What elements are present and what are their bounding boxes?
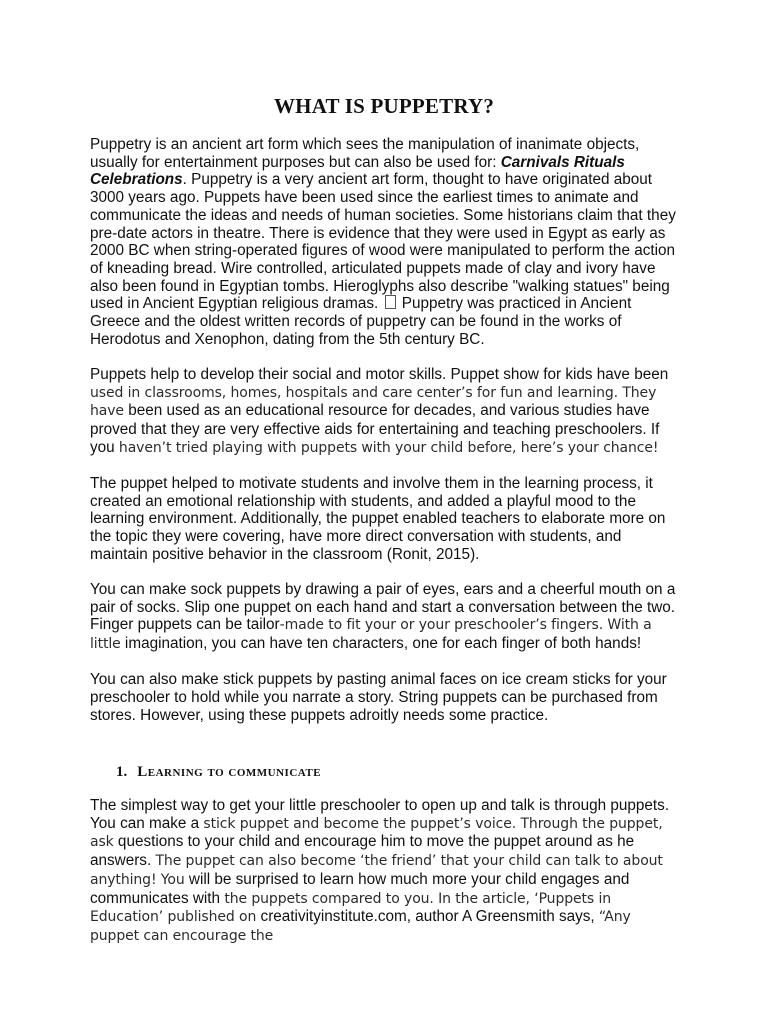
paragraph-3: The puppet helped to motivate students and involve them in the learning process, it created an emotional relationship with students, and added a playful mood to the learning environment. Additionally, the puppet enabled teachers to elaborate more on the topic they were covering, have more direct conversation with students, and maintain positive behavior in the classroom (Ronit, 2015). bbox=[90, 474, 666, 563]
para2-light-1: used in classrooms, homes, hospitals and care center’s for fun and learning. They have bbox=[90, 384, 657, 420]
para2-light-2: haven’t tried playing with puppets with your child before, here’s your chance! bbox=[118, 439, 659, 456]
document-body bbox=[90, 136, 680, 742]
para4-light-1: -made to fit your or your preschooler’s fingers. With a little bbox=[90, 617, 652, 653]
section-heading bbox=[116, 764, 321, 781]
paragraph-2 bbox=[90, 366, 680, 458]
para2-text-1: Puppets help to develop their social and motor skills. Puppet show for kids have been bbox=[90, 365, 669, 383]
para2-text-2: been used as an educational resource for decades, and various studies have proved that they are very effective aids for entertaining and teaching preschoolers. If you bbox=[90, 402, 660, 456]
section-number: 1. bbox=[116, 764, 128, 780]
intro-text-2: . Puppetry is a very ancient art form, thought to have originated about 3000 years ago. Puppets have been used since the earliest times to animate and communicate the ideas and needs of human societies. Some historians claim that they pre-date actors in theatre. There is evidence that they were used in Egypt as early as 2000 BC when string-operated figures of wood were manipulated to perform the action of kneading bread. Wire controlled, articulated puppets made of clay and ivory have also been found in Egyptian tombs. Hieroglyphs also describe "walking statues" being used in Ancient Egyptian religious dramas. bbox=[90, 171, 676, 313]
para6-light-1: stick puppet and become the puppet’s voice. Through the puppet, ask bbox=[90, 815, 663, 851]
intro-paragraph bbox=[90, 136, 680, 348]
intro-emphasis: Carnivals Rituals Celebrations bbox=[90, 153, 625, 189]
para6-text-1: The simplest way to get your little preschooler to open up and talk is through puppets. You can make a bbox=[90, 797, 670, 832]
section-title: Learning to communicate bbox=[137, 764, 322, 780]
para4-text-1: You can make sock puppets by drawing a pair of eyes, ears and a cheerful mouth on a pair of socks. Slip one puppet on each hand and start a conversation between the two. Finger puppets can be tailor bbox=[90, 580, 676, 634]
intro-text-3: Puppetry was practiced in Ancient Greece and the oldest written records of puppetry can be found in the works of Herodotus and Xenophon, dating from the 5th century BC. bbox=[90, 295, 632, 348]
intro-text-1: Puppetry is an ancient art form which sees the manipulation of inanimate objects, usually for entertainment purposes but can also be used for: bbox=[90, 136, 640, 171]
para4-text-2: imagination, you can have ten characters, one for each finger of both hands! bbox=[120, 635, 642, 653]
paragraph-6 bbox=[90, 797, 680, 946]
paragraph-4 bbox=[90, 581, 680, 654]
para6-text-4: creativityinstitute.com, author A Greensmith says, bbox=[256, 908, 599, 926]
para6-text-2: questions to your child and encourage him to move the puppet around as he answers. bbox=[90, 833, 635, 870]
para6-text-3: will be surprised to learn how much more your child engages and communicates with bbox=[90, 870, 630, 907]
para6-light-2: The puppet can also become ‘the friend’ that your child can talk to about anything! You bbox=[90, 853, 663, 888]
para6-light-3: the puppets compared to you. In the article, ‘Puppets in Education’ published on bbox=[90, 890, 612, 926]
paragraph-5: You can also make stick puppets by pasting animal faces on ice cream sticks for your preschooler to hold while you narrate a story. String puppets can be purchased from stores. However, using these puppets adroitly needs some practice. bbox=[90, 671, 667, 724]
section-body bbox=[90, 797, 680, 963]
document-title: WHAT IS PUPPETRY? bbox=[273, 94, 495, 118]
para6-light-4: “Any puppet can encourage the bbox=[90, 909, 631, 944]
missing-glyph-icon bbox=[385, 295, 396, 309]
